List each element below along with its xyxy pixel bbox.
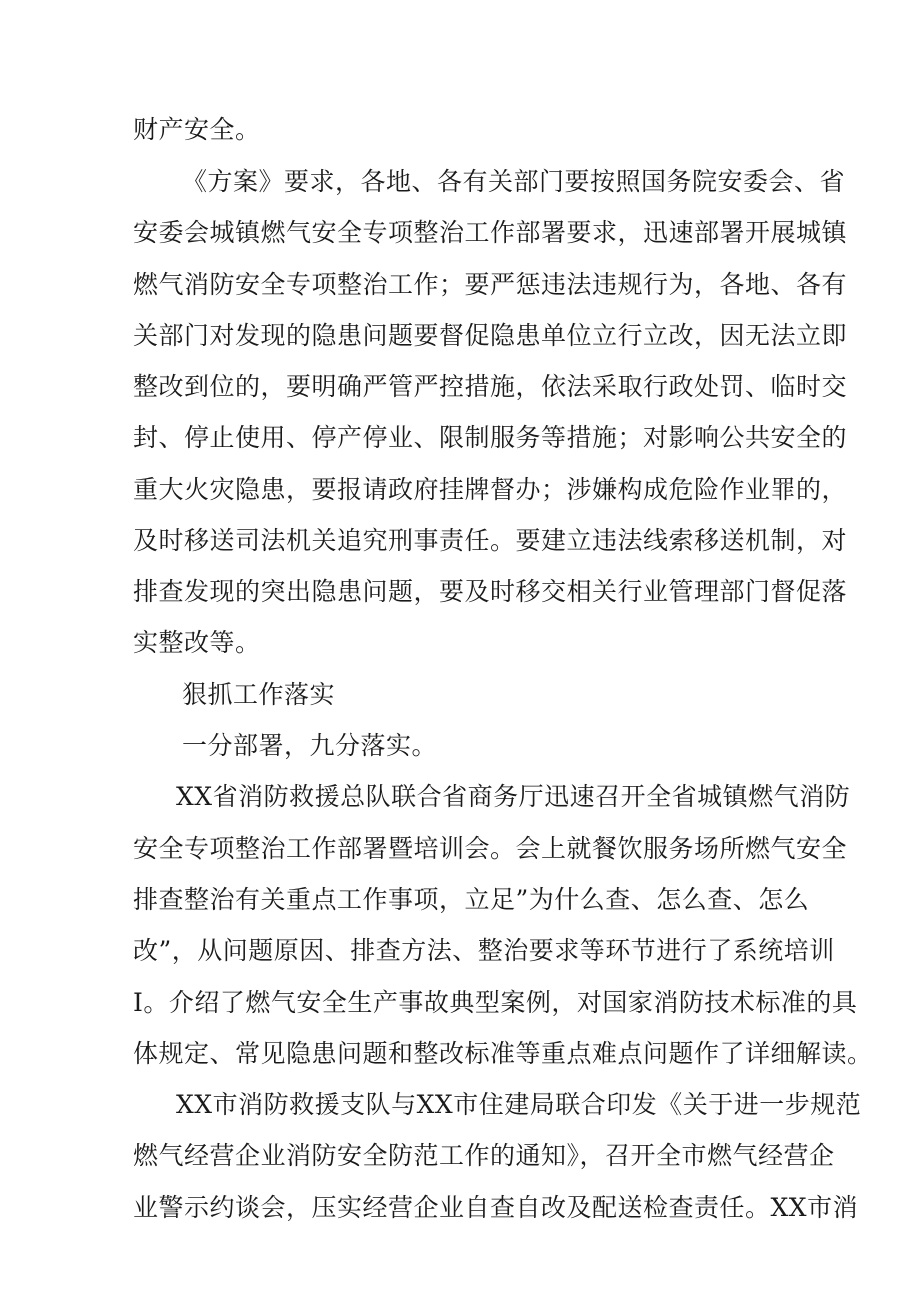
text-line: 排查整治有关重点工作事项，立足”为什么查、怎么查、怎么	[133, 885, 810, 914]
text-line: 重大火灾隐患，要报请政府挂牌督办；涉嫌构成危险作业罪的，	[133, 475, 848, 504]
text-line: 安委会城镇燃气安全专项整治工作部署要求，迅速部署开展城镇	[133, 218, 848, 247]
text-line: 整改到位的，要明确严管严控措施，依法采取行政处罚、临时交	[133, 372, 848, 401]
text-line: 燃气消防安全专项整治工作；要严惩违法违规行为，各地、各有	[133, 270, 848, 299]
text-line: 体规定、常见隐患问题和整改标准等重点难点问题作了详细解读。	[133, 1039, 873, 1068]
text-line: 改”，从问题原因、排查方法、整治要求等环节进行了系统培训	[133, 936, 835, 965]
text-line: 财产安全。	[133, 115, 261, 144]
text-line: 封、停止使用、停产停业、限制服务等措施；对影响公共安全的	[133, 423, 848, 452]
text-line: 关部门对发现的隐患问题要督促隐患单位立行立改，因无法立即	[133, 321, 848, 350]
section-heading: 狠抓工作落实	[182, 680, 336, 709]
text-line: 排查发现的突出隐患问题，要及时移交相关行业管理部门督促落	[133, 577, 848, 606]
text-line: 一分部署，九分落实。	[182, 731, 438, 760]
text-line: I。介绍了燃气安全生产事故典型案例，对国家消防技术标准的具	[133, 988, 858, 1017]
text-line: XX市消防救援支队与XX市住建局联合印发《关于进一步规范	[176, 1090, 862, 1119]
text-line: 燃气经营企业消防安全防范工作的通知》，召开全市燃气经营企	[133, 1141, 835, 1170]
text-line: 《方案》要求，各地、各有关部门要按照国务院安委会、省	[182, 167, 846, 196]
text-line: XX省消防救援总队联合省商务厅迅速召开全省城镇燃气消防	[176, 782, 851, 811]
text-line: 安全专项整治工作部署暨培训会。会上就餐饮服务场所燃气安全	[133, 834, 848, 863]
text-line: 实整改等。	[133, 628, 261, 657]
text-line: 及时移送司法机关追究刑事责任。要建立违法线索移送机制，对	[133, 526, 848, 555]
text-line: 业警示约谈会，压实经营企业自查自改及配送检查责任。XX市消	[133, 1193, 859, 1222]
